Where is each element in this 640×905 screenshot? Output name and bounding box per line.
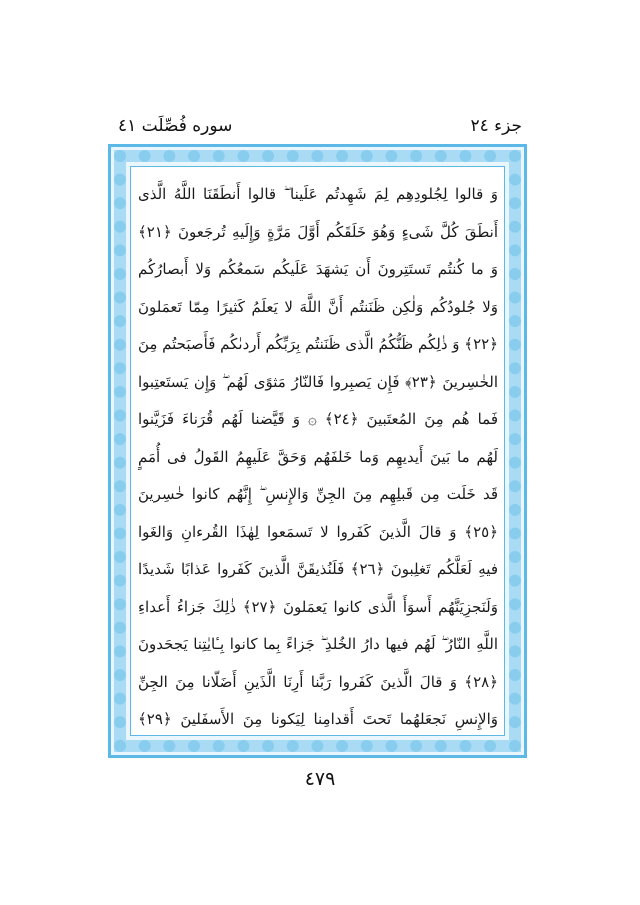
verse-line: ﴿٢٨﴾ وَ قالَ الَّذينَ كَفَروا رَبَّنا أَرِنَا الَّذَينِ أَضَلّانا مِنَ الجِنِّ bbox=[138, 672, 498, 691]
verse-line: وَالإِنسِ نَجعَلهُما تَحتَ أَقدامِنا لِيَكونا مِنَ الأَسفَلينَ ﴿٢٩﴾ bbox=[138, 710, 498, 728]
verse-line: ﴿٢٥﴾ وَ قالَ الَّذينَ كَفَروا لا تَسمَعوا لِهٰذَا القُرءانِ وَالغَوا bbox=[138, 522, 498, 541]
verse-block bbox=[138, 176, 498, 739]
verse-line: وَ ما كُنتُم تَستَتِرونَ أَن يَشهَدَ عَلَيكُم سَمعُكُم وَلا أَبصارُكُم bbox=[138, 260, 498, 278]
verse-line: قَد خَلَت مِن قَبلِهِم مِنَ الجِنِّ وَالإِنسِ ۖ إِنَّهُم كانوا خٰسِرينَ bbox=[138, 485, 498, 503]
verse-line: وَ قالوا لِجُلودِهِم لِمَ شَهِدتُم عَلَينا ۖ قالوا أَنطَقَنَا اللَّهُ الَّذى bbox=[138, 185, 498, 203]
verse-line: وَلَنَجزِيَنَّهُم أَسوَأَ الَّذى كانوا يَعمَلونَ ﴿٢٧﴾ ذٰلِكَ جَزاءُ أَعداءِ bbox=[138, 597, 498, 616]
page-number: ٤٧٩ bbox=[304, 768, 336, 790]
verse-line: فَما هُم مِنَ المُعتَبينَ ﴿٢٤﴾ ۞ وَ قَيَّضنا لَهُم قُرَناءَ فَزَيَّنوا bbox=[138, 410, 498, 428]
page-header bbox=[118, 116, 522, 144]
verse-line: لَهُم ما بَينَ أَيديهِم وَما خَلفَهُم وَحَقَّ عَلَيهِمُ القَولُ فى أُمَمٍ bbox=[138, 447, 498, 466]
surah-label: سوره فُصِّلَت ٤١ bbox=[118, 116, 233, 136]
juz-label: جزء ٢٤ bbox=[470, 116, 522, 136]
verse-line: فيهِ لَعَلَّكُم تَغلِبونَ ﴿٢٦﴾ فَلَنُذيقَنَّ الَّذينَ كَفَروا عَذابًا شَديدًا bbox=[138, 560, 498, 578]
verse-line: ﴿٢٢﴾ وَ ذٰلِكُم ظَنُّكُمُ الَّذى ظَنَنتُم بِرَبِّكُم أَردىٰكُم فَأَصبَحتُم مِنَ bbox=[138, 335, 498, 353]
verse-line: وَلا جُلودُكُم وَلٰكِن ظَنَنتُم أَنَّ اللَّهَ لا يَعلَمُ كَثيرًا مِمّا تَعمَلونَ bbox=[138, 297, 498, 316]
verse-line: الخٰسِرينَ ﴿٢٣﴾ فَإِن يَصبِروا فَالنّارُ مَثوًى لَهُم ۖ وَإِن يَستَعتِبوا bbox=[138, 372, 498, 391]
verse-line: اللَّهِ النّارُ ۖ لَهُم فيها دارُ الخُلدِ ۖ جَزاءً بِما كانوا بِـٔايٰتِنا يَجحَدونَ bbox=[138, 635, 498, 653]
verse-line: أَنطَقَ كُلَّ شَىءٍ وَهُوَ خَلَقَكُم أَوَّلَ مَرَّةٍ وَإِلَيهِ تُرجَعونَ ﴿٢١﴾ bbox=[138, 222, 498, 241]
